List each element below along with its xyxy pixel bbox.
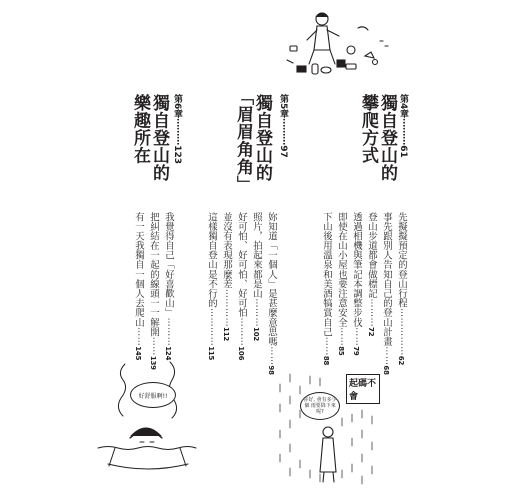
entry-dots: ⋯⋯ [133,327,144,347]
entry-page: 106 [237,346,245,361]
chapter-4-title [358,94,396,182]
entry-dots: ⋯⋯ [266,346,277,366]
entry-text: 透過相機與筆記本調整步伐 [351,212,362,328]
entry-page: 112 [222,327,230,342]
toc-entry[interactable] [335,212,347,356]
entry-dots: ⋯⋯ [321,336,332,356]
chapter-5-number [277,94,290,158]
chapter-6-title [130,94,168,182]
speech-bubble-text: 好舒服啊!! [138,392,168,400]
chapter-number: 第6章 [172,94,182,119]
rain-title [346,374,380,404]
hot-spring-drawing [90,360,200,480]
chapter-title-line2: 樂趣所在 [130,94,150,164]
entry-text: 有一天我獨自一個人去爬山 [133,212,144,328]
chapter-title-line2: 「眉眉角角」 [233,88,253,193]
toc-entry[interactable] [380,212,392,375]
entry-dots: ⋯⋯⋯⋯ [206,307,217,347]
chapter-dots: ⋯⋯⋯ [172,118,182,146]
entry-text: 這樣獨自登山是不行的 [206,212,217,308]
chapter-dots: ⋯⋯⋯ [278,118,288,146]
rain-title-text: 起碼不會 [349,379,377,402]
entry-page: 139 [149,355,157,370]
entry-page: 145 [134,346,142,361]
entry-text: 下山後用溫泉和美酒犒賞自己 [321,212,332,337]
chapter-number: 第4章 [398,94,408,119]
entry-text: 我覺得自己「好喜歡山」 [163,212,174,318]
entry-dots: ⋯⋯ [148,336,159,356]
toc-entry[interactable] [162,212,174,360]
entry-page: 115 [207,346,215,361]
entry-dots: ⋯⋯ [336,327,347,347]
entry-text: 妳知道「一個人」是甚麼意思嗎 [266,212,277,347]
entry-page: 98 [267,365,275,375]
chapter-5-title [233,88,272,193]
illustration-climber-with-gear [285,6,410,86]
toc-entry[interactable] [250,212,262,341]
entry-page: 124 [164,346,172,361]
entry-text: 登山步道都會做標記 [366,212,377,299]
entry-page: 79 [352,346,360,356]
chapter-page: 61 [398,145,408,158]
chapter-page: 123 [172,145,182,165]
chapter-title-line1: 獨自登山的 [149,94,169,182]
chapter-page: 97 [278,145,288,158]
toc-entry[interactable] [220,212,232,341]
entry-text: 即使在山小屋也要注意安全 [336,212,347,328]
speech-bubble-text: 你好, 會有多少個 雨要降下來呢? [303,397,337,415]
entry-page: 85 [337,346,345,356]
entry-dots: ⋯⋯ [351,327,362,347]
speech-bubble [130,382,176,408]
toc-entry[interactable] [320,212,332,365]
toc-entry[interactable] [365,212,377,336]
toc-entry[interactable] [132,212,144,360]
chapter-6-number [171,94,184,164]
toc-entry[interactable] [265,212,277,375]
chapter-title-line2: 攀爬方式 [358,94,378,164]
entry-text: 事先跟別人告知自己的登山計畫 [381,212,392,347]
chapter-4-number [397,94,410,158]
toc-entry[interactable] [147,212,159,370]
climber-gear-drawing [285,6,410,86]
entry-page: 68 [382,365,390,375]
chapter-title-line1: 獨自登山的 [252,94,272,182]
entry-text: 把糾結在一起的線頭一一解開 [148,212,159,337]
entry-dots: ⋯⋯⋯ [366,298,377,328]
entry-text: 並沒有表現那麼差 [221,212,232,289]
entry-text: 好可怕、好可怕、好可怕 [236,212,247,318]
entry-text: 先擬擬預定的登山行程 [396,212,407,308]
chapter-number: 第5章 [278,94,288,119]
entry-dots: ⋯⋯⋯ [163,317,174,347]
speech-bubble [300,392,340,420]
entry-dots: ⋯⋯⋯⋯ [221,288,232,328]
entry-dots: ⋯⋯⋯⋯⋯ [396,307,407,356]
entry-dots: ⋯⋯⋯ [251,298,262,328]
toc-entry[interactable] [235,212,247,360]
toc-entry[interactable] [395,212,407,365]
illustration-hot-spring [90,360,200,480]
entry-page: 72 [367,327,375,337]
entry-page: 88 [322,355,330,366]
toc-entry[interactable] [205,212,217,360]
chapter-dots: ⋯⋯⋯ [398,118,408,146]
entry-dots: ⋯⋯⋯ [236,317,247,347]
entry-dots: ⋯⋯ [381,346,392,366]
toc-entry[interactable] [350,212,362,356]
entry-page: 62 [397,355,405,366]
entry-text: 照片，拍起來都是山 [251,212,262,299]
entry-page: 102 [252,327,260,342]
chapter-title-line1: 獨自登山的 [377,94,397,182]
illustration-rain [272,370,380,488]
